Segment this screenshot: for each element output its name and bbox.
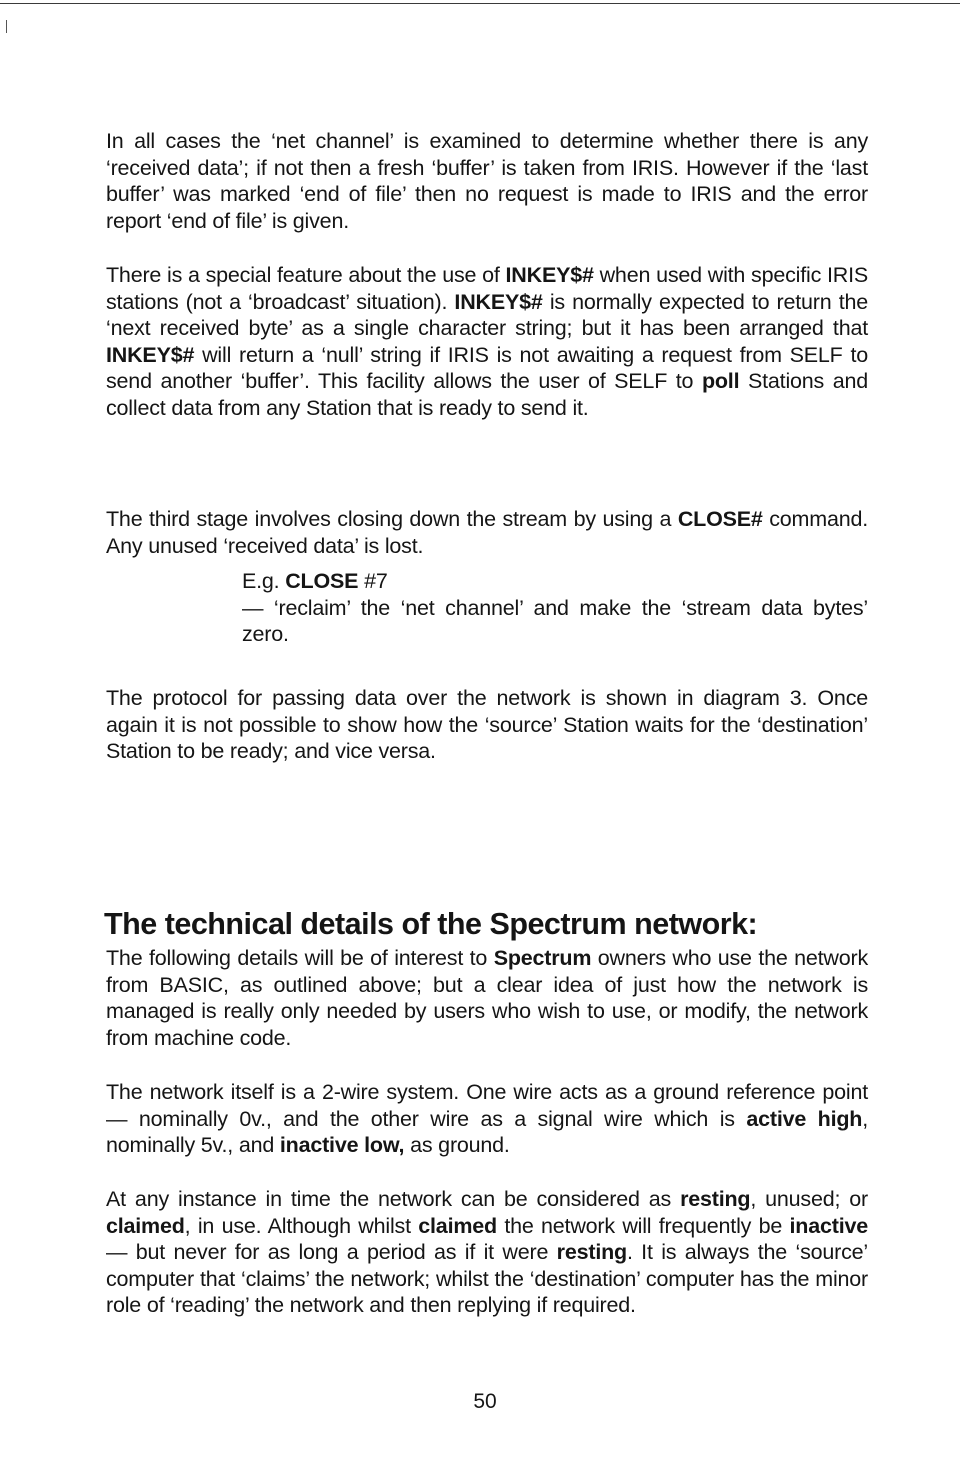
keyword-inactive-low: inactive low, <box>279 1133 405 1158</box>
paragraph-close-stage <box>106 506 868 559</box>
keyword-inkey: INKEY$# <box>505 263 594 287</box>
text-run: , unused; or <box>750 1187 868 1211</box>
keyword-inactive: inactive <box>789 1213 868 1238</box>
text-run: is normally expected to return the ‘next received byte’ as a single character string; but it has been arranged that <box>106 289 868 341</box>
page-number: 50 <box>473 1390 497 1413</box>
keyword-active-high: active high <box>746 1106 863 1131</box>
keyword-inkey: INKEY$# <box>106 342 195 367</box>
text-run: when used with specific IRIS stations (not a ‘broadcast’ situation). <box>106 263 868 314</box>
text-run: the network will frequently be <box>496 1213 790 1238</box>
text-run: Stations and collect data from any Station that is ready to send it. <box>106 369 868 420</box>
text-run: owners who use the network from BASIC, as outlined above; but a clear idea of just how the network is managed is really only needed by users who wish to use, or modify, the network from machine code. <box>106 946 868 1050</box>
text-run: The following details will be of interest to <box>106 946 494 970</box>
example-command: CLOSE <box>285 569 359 593</box>
keyword-resting: resting <box>556 1240 627 1265</box>
paragraph-network-states <box>106 1186 868 1319</box>
text-run: At any instance in time the network can be considered as <box>106 1187 681 1211</box>
keyword-resting: resting <box>680 1187 751 1211</box>
margin-mark <box>6 20 7 33</box>
text-run: The third stage involves closing down the stream by using a <box>106 507 678 531</box>
keyword-claimed: claimed <box>418 1213 497 1238</box>
text-run: as ground. <box>404 1133 510 1158</box>
keyword-spectrum: Spectrum <box>493 946 592 970</box>
example-description: — ‘reclaim’ the ‘net channel’ and make the ‘stream data bytes’ zero. <box>242 595 868 647</box>
text-run: will return a ‘null’ string if IRIS is not awaiting a request from SELF to send another ‘buffer’. This facility allows the user of SELF to <box>106 342 868 394</box>
text-run: The network itself is a 2-wire system. One wire acts as a ground reference point — nominally 0v., and the other wire as a signal wire which is <box>106 1080 868 1131</box>
example-block <box>242 568 868 648</box>
paragraph-text: The protocol for passing data over the network is shown in diagram 3. Once again it is not possible to show how the ‘source’ Station waits for the ‘destination’ Station to be ready; and vice versa. <box>106 686 868 764</box>
keyword-claimed: claimed <box>106 1213 185 1238</box>
keyword-poll: poll <box>701 369 740 394</box>
top-rule <box>0 3 960 4</box>
keyword-close: CLOSE# <box>677 507 763 531</box>
text-run: . It is always the ‘source’ computer that ‘claims’ the network; whilst the ‘destination’ computer has the minor role of ‘reading’ the network and then replying if required. <box>106 1240 868 1318</box>
paragraph-net-channel <box>106 128 868 234</box>
keyword-inkey: INKEY$# <box>454 289 543 314</box>
paragraph-inkey-feature <box>106 262 868 422</box>
paragraph-protocol <box>106 685 868 765</box>
text-run: There is a special feature about the use of <box>106 263 506 287</box>
example-prefix: E.g. <box>242 569 286 593</box>
paragraph-text: In all cases the ‘net channel’ is examined to determine whether there is any ‘received data’; if not then a fresh ‘buffer’ is taken from IRIS. However if the ‘last buffer’ was marked ‘end of file’ then no request is made to IRIS and the error report ‘end of file’ is given. <box>106 129 868 233</box>
section-heading: The technical details of the Spectrum network: <box>104 907 758 941</box>
text-run: — but never for as long a period as if it were <box>106 1240 557 1265</box>
text-run: , in use. Although whilst <box>184 1213 419 1238</box>
text-run: , nominally 5v., and <box>106 1106 869 1158</box>
text-run: command. Any unused ‘received data’ is lost. <box>106 507 869 558</box>
paragraph-two-wire <box>106 1079 868 1159</box>
paragraph-spectrum-owners <box>106 945 868 1051</box>
example-argument: #7 <box>358 569 388 593</box>
